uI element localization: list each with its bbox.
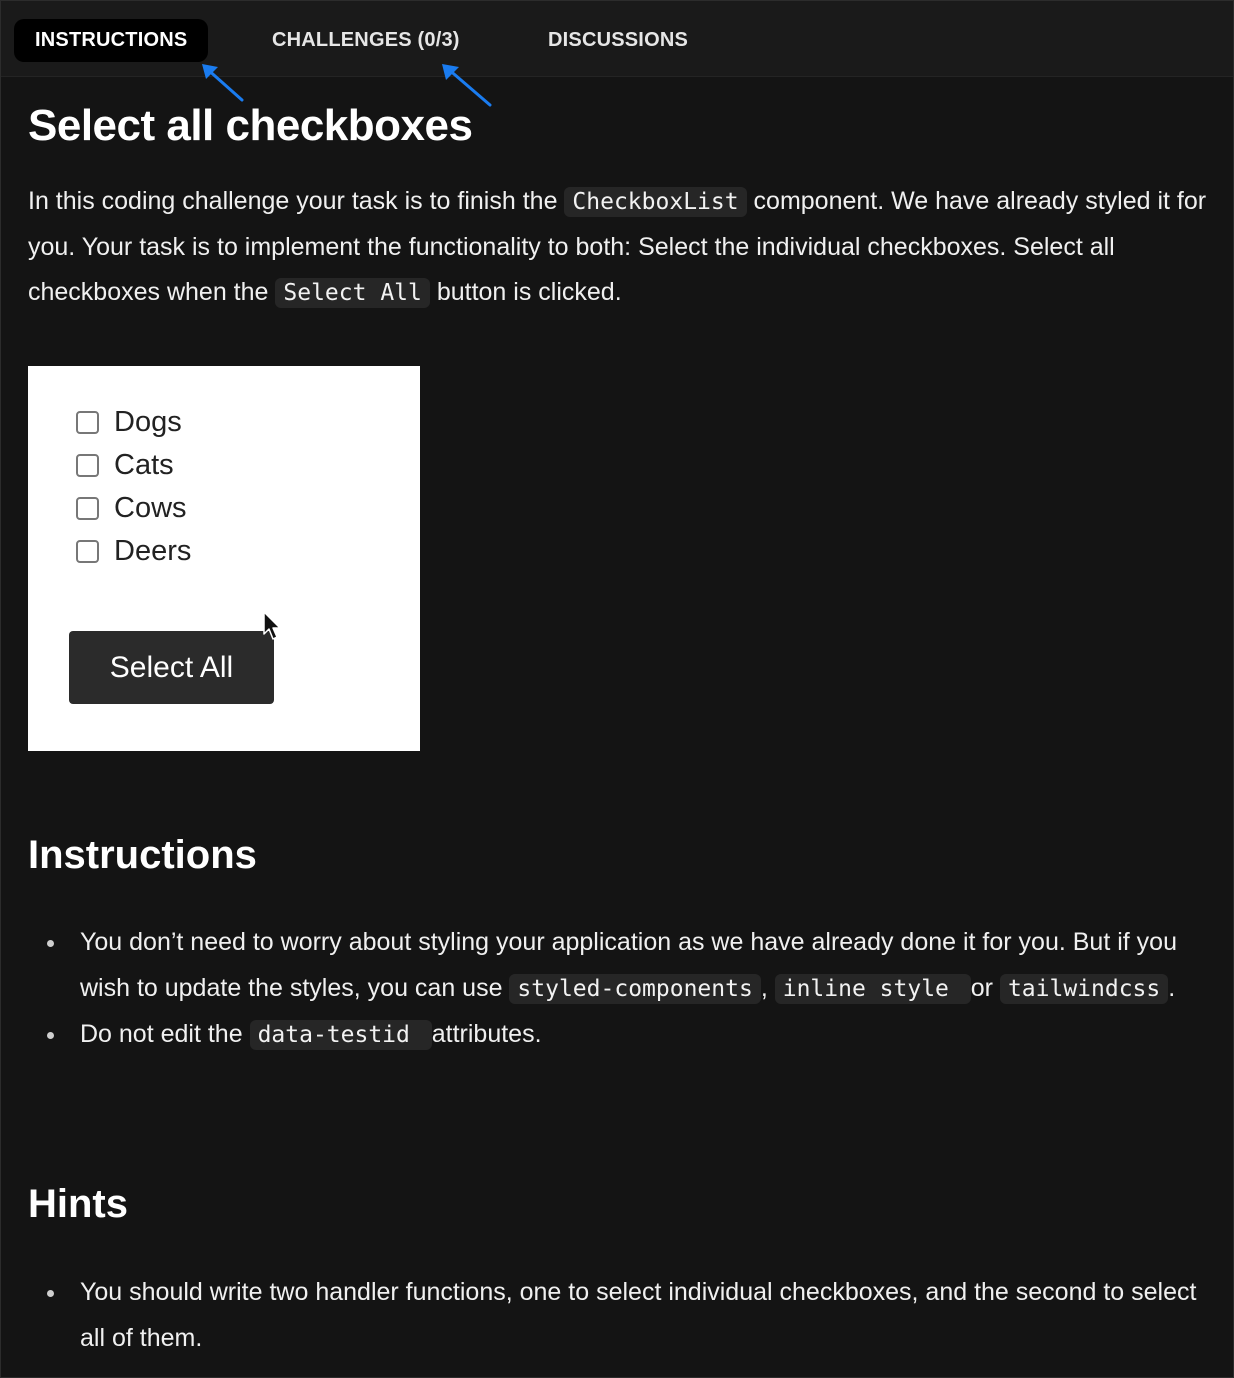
demo-checkbox-dogs: Dogs (76, 405, 182, 439)
demo-preview-image (28, 366, 420, 751)
page-title: Select all checkboxes (28, 101, 473, 150)
code-checkboxlist: CheckboxList (564, 187, 746, 217)
code-styled-components: styled-components (509, 974, 760, 1004)
tab-challenges[interactable]: CHALLENGES (0/3) (272, 29, 460, 51)
instructions-heading: Instructions (28, 833, 257, 877)
hints-heading: Hints (28, 1182, 128, 1226)
demo-checkbox-deers: Deers (76, 534, 191, 568)
instructions-list (28, 920, 1218, 1059)
code-data-testid: data-testid (250, 1020, 432, 1050)
checkbox-icon (76, 454, 99, 477)
checkbox-icon (76, 540, 99, 563)
demo-select-all-button: Select All (69, 631, 274, 704)
list-item: Do not edit the data-testid attributes. (28, 1012, 1218, 1059)
checkbox-icon (76, 411, 99, 434)
demo-checkbox-cats: Cats (76, 448, 174, 482)
code-select-all: Select All (275, 278, 429, 308)
intro-paragraph: In this coding challenge your task is to finish the CheckboxList component. We have already styled it for you. Your task is to implement the functionality to both: Select the individual checkboxes. Select all checkboxes when the Select All button is clicked. (28, 187, 1207, 306)
tab-instructions[interactable]: INSTRUCTIONS (14, 19, 208, 62)
list-item: You don’t need to worry about styling your application as we have already done it for you. But if you wish to update the styles, you can use styled-components , inline style or tailwindcss . (28, 920, 1218, 1012)
code-tailwindcss: tailwindcss (1000, 974, 1168, 1004)
code-inline-style: inline style (775, 974, 971, 1004)
checkbox-icon (76, 497, 99, 520)
list-item: You should write two handler functions, one to select individual checkboxes, and the second to select all of them. (28, 1270, 1218, 1361)
demo-checkbox-cows: Cows (76, 491, 187, 525)
mouse-cursor-icon (262, 610, 286, 644)
tab-discussions[interactable]: DISCUSSIONS (548, 29, 689, 51)
annotation-arrow-icon (197, 59, 249, 105)
hints-list (28, 1270, 1218, 1361)
tab-bar (1, 1, 1233, 77)
